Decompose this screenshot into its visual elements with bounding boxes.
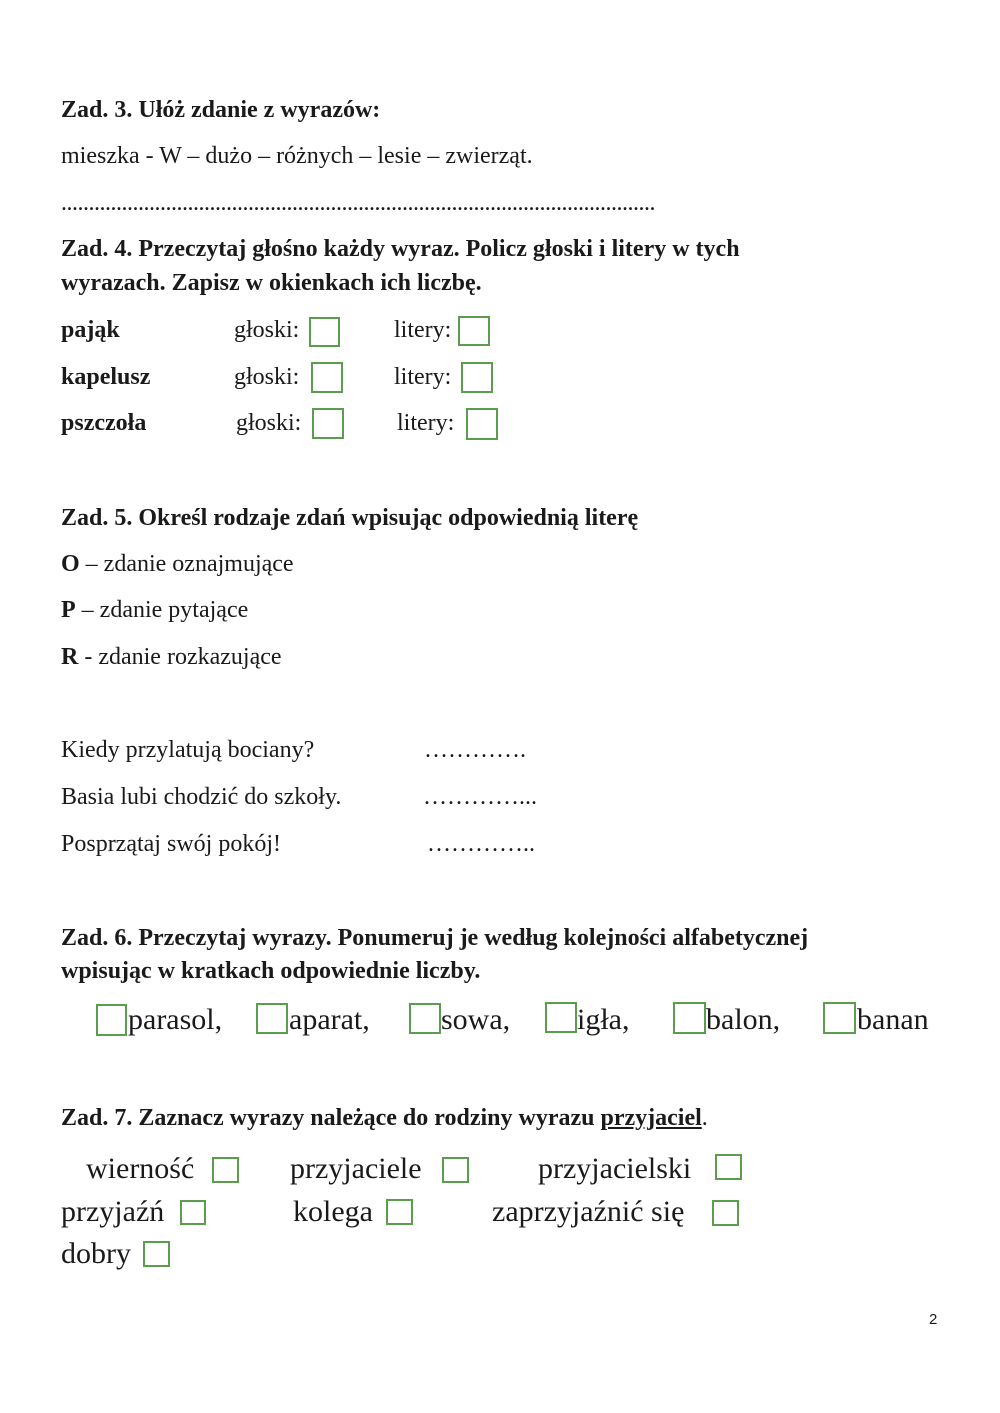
task7-box-kolega[interactable] <box>386 1199 413 1225</box>
task6-word-banan: banan <box>857 1003 929 1036</box>
task3-answer-line[interactable]: ............................................................................................................ <box>61 190 655 216</box>
task6-word-igla: igła, <box>577 1003 630 1036</box>
task5-blank-3[interactable]: ………….. <box>427 831 535 857</box>
task4-word-pszczola: pszczoła <box>61 410 147 436</box>
task7-box-zaprzyjaznic[interactable] <box>712 1200 739 1226</box>
task6-title-line1: Zad. 6. Przeczytaj wyrazy. Ponumeruj je według kolejności alfabetycznej <box>61 925 809 951</box>
task7-word-przyjaciele: przyjaciele <box>290 1152 422 1185</box>
task4-title-line1: Zad. 4. Przeczytaj głośno każdy wyraz. Policz głoski i litery w tych <box>61 236 740 262</box>
legend-text: – zdanie pytające <box>75 597 249 623</box>
task4-sounds-label: głoski: <box>234 317 300 343</box>
legend-key: R <box>61 644 79 670</box>
task6-box-banan[interactable] <box>823 1002 856 1034</box>
task7-word-zaprzyjaznic: zaprzyjaźnić się <box>492 1195 685 1228</box>
task5-sentence-3: Posprzątaj swój pokój! <box>61 831 281 857</box>
task4-letters-label: litery: <box>394 317 452 343</box>
task4-letters-box-kapelusz[interactable] <box>461 362 493 393</box>
task4-sounds-label: głoski: <box>236 410 302 436</box>
task4-sounds-box-pajak[interactable] <box>309 317 340 347</box>
task7-title-word: przyjaciel <box>600 1105 702 1131</box>
task7-box-wiernosc[interactable] <box>212 1157 239 1183</box>
task7-word-przyjazn: przyjaźń <box>61 1195 165 1228</box>
task5-legend-r <box>61 644 282 671</box>
task6-word-balon: balon, <box>706 1003 781 1036</box>
page-number: 2 <box>929 1311 938 1328</box>
task4-title-line2: wyrazach. Zapisz w okienkach ich liczbę. <box>61 270 482 296</box>
task7-box-przyjacielski[interactable] <box>715 1154 742 1180</box>
task5-sentence-2: Basia lubi chodzić do szkoły. <box>61 784 342 810</box>
task6-box-aparat[interactable] <box>256 1003 288 1034</box>
task3-title: Zad. 3. Ułóż zdanie z wyrazów: <box>61 97 381 123</box>
task6-title-line2: wpisując w kratkach odpowiednie liczby. <box>61 958 481 984</box>
task6-box-balon[interactable] <box>673 1002 706 1034</box>
task6-word-sowa: sowa, <box>441 1003 511 1036</box>
task7-word-wiernosc: wierność <box>86 1152 195 1185</box>
task5-blank-2[interactable]: …………... <box>423 784 537 810</box>
task4-letters-label: litery: <box>394 364 452 390</box>
task4-sounds-box-kapelusz[interactable] <box>311 362 343 393</box>
task6-box-parasol[interactable] <box>96 1004 127 1036</box>
task4-word-pajak: pająk <box>61 317 120 343</box>
legend-text: - zdanie rozkazujące <box>78 644 282 670</box>
task3-words: mieszka - W – dużo – różnych – lesie – zwierząt. <box>61 143 533 169</box>
task7-box-przyjaciele[interactable] <box>442 1157 469 1183</box>
task5-legend-p <box>61 597 248 624</box>
task5-sentence-1: Kiedy przylatują bociany? <box>61 737 315 763</box>
task7-box-dobry[interactable] <box>143 1241 170 1267</box>
task6-box-igla[interactable] <box>545 1002 577 1033</box>
task5-legend-o <box>61 551 294 578</box>
task6-box-sowa[interactable] <box>409 1003 441 1034</box>
task7-title-suffix: . <box>701 1105 708 1131</box>
task5-title: Zad. 5. Określ rodzaje zdań wpisując odpowiednią literę <box>61 505 639 531</box>
task4-sounds-box-pszczola[interactable] <box>312 408 344 439</box>
legend-key: P <box>61 597 76 623</box>
legend-text: – zdanie oznajmujące <box>79 551 294 577</box>
legend-key: O <box>61 551 80 577</box>
task4-letters-box-pajak[interactable] <box>458 316 490 346</box>
task4-sounds-label: głoski: <box>234 364 300 390</box>
task5-blank-1[interactable]: …………. <box>424 737 526 763</box>
task7-box-przyjazn[interactable] <box>180 1200 206 1225</box>
task6-word-aparat: aparat, <box>289 1003 370 1036</box>
task7-word-dobry: dobry <box>61 1237 131 1270</box>
task4-letters-label: litery: <box>397 410 455 436</box>
task7-title <box>61 1105 708 1132</box>
task7-title-prefix: Zad. 7. Zaznacz wyrazy należące do rodziny wyrazu <box>61 1105 601 1131</box>
task6-word-parasol: parasol, <box>128 1003 223 1036</box>
task7-word-kolega: kolega <box>293 1195 373 1228</box>
task4-letters-box-pszczola[interactable] <box>466 408 498 440</box>
task7-word-przyjacielski: przyjacielski <box>538 1152 692 1185</box>
task4-word-kapelusz: kapelusz <box>61 364 151 390</box>
